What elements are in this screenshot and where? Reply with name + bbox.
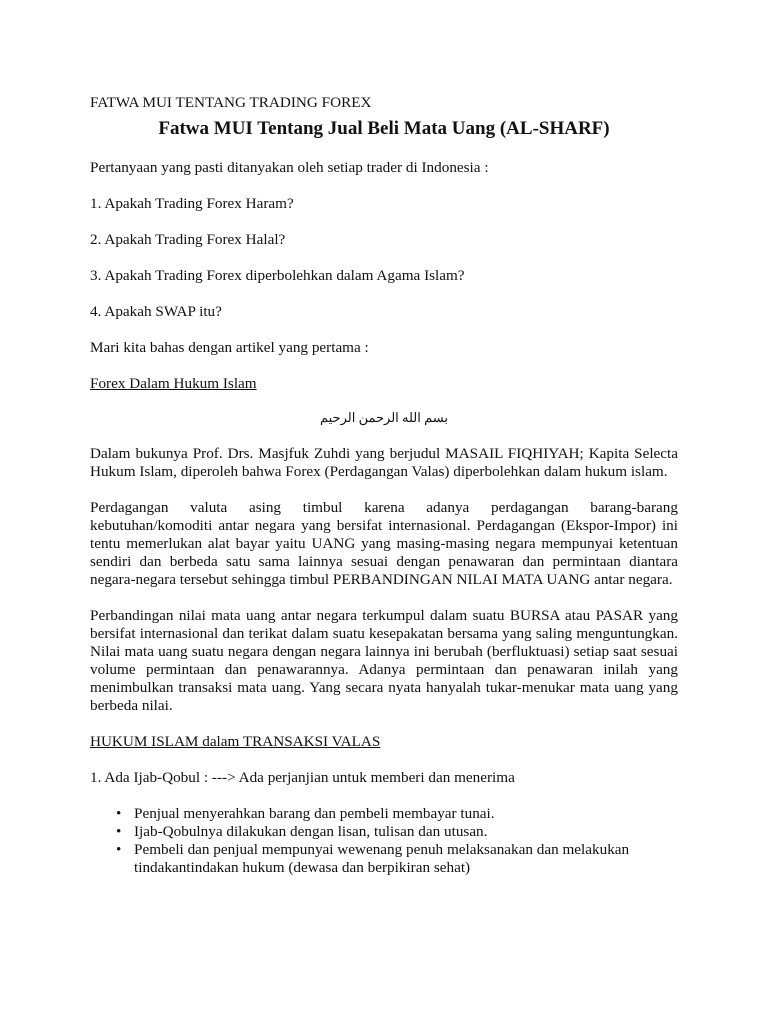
bullet-item-2: • Ijab-Qobulnya dilakukan dengan lisan, tulisan dan utusan. — [134, 823, 678, 841]
paragraph-2: Perdagangan valuta asing timbul karena adanya perdagangan barang-barang kebutuhan/komoditi antar negara yang bersifat internasional. Perdagangan (Ekspor-Impor) ini tentu memerlukan alat bayar yaitu UANG yang masing-masing negara mempunyai ketentuan sendiri dan berbeda satu sama lainnya sesuai dengan penawaran dan permintaan diantara negara-negara tersebut sehingga timbul PERBANDINGAN NILAI MATA UANG antar negara. — [90, 499, 678, 588]
paragraph-1: Dalam bukunya Prof. Drs. Masjfuk Zuhdi yang berjudul MASAIL FIQHIYAH; Kapita Selecta Hukum Islam, diperoleh bahwa Forex (Perdagangan Valas) diperbolehkan dalam hukum islam. — [90, 445, 678, 480]
bullet-item-3: • Pembeli dan penjual mempunyai wewenang penuh melaksanakan dan melakukan tindakantindakan hukum (dewasa dan berpikiran sehat) — [134, 841, 678, 877]
section-heading-hukum-islam: HUKUM ISLAM dalam TRANSAKSI VALAS — [90, 733, 381, 750]
intro-text: Pertanyaan yang pasti ditanyakan oleh setiap trader di Indonesia : — [90, 159, 489, 176]
section-heading-forex-islam: Forex Dalam Hukum Islam — [90, 375, 257, 392]
question-4: 4. Apakah SWAP itu? — [90, 303, 222, 320]
question-3: 3. Apakah Trading Forex diperbolehkan dalam Agama Islam? — [90, 267, 465, 284]
transition-text: Mari kita bahas dengan artikel yang pertama : — [90, 339, 369, 356]
document-title: Fatwa MUI Tentang Jual Beli Mata Uang (AL-SHARF) — [158, 118, 610, 139]
document-body — [90, 94, 678, 877]
bullet-item-1: • Penjual menyerahkan barang dan pembeli membayar tunai. — [134, 805, 678, 823]
question-2: 2. Apakah Trading Forex Halal? — [90, 231, 286, 248]
question-1: 1. Apakah Trading Forex Haram? — [90, 195, 294, 212]
list-item-1: 1. Ada Ijab-Qobul : ---> Ada perjanjian untuk memberi dan menerima — [90, 769, 515, 786]
paragraph-3: Perbandingan nilai mata uang antar negara terkumpul dalam suatu BURSA atau PASAR yang bersifat internasional dan terikat dalam suatu kesepakatan bersama yang saling menguntungkan. Nilai mata uang suatu negara dengan negara lainnya ini berubah (berfluktuasi) setiap saat sesuai volume permintaan dan penawarannya. Adanya permintaan dan penawaran inilah yang menimbulkan transaksi mata uang. Yang secara nyata hanyalah tukar-menukar mata uang yang berbeda nilai. — [90, 607, 678, 714]
document-heading: FATWA MUI TENTANG TRADING FOREX — [90, 94, 372, 111]
bullet-list — [90, 805, 678, 877]
basmalah-text: بسم الله الرحمن الرحيم — [319, 410, 448, 425]
